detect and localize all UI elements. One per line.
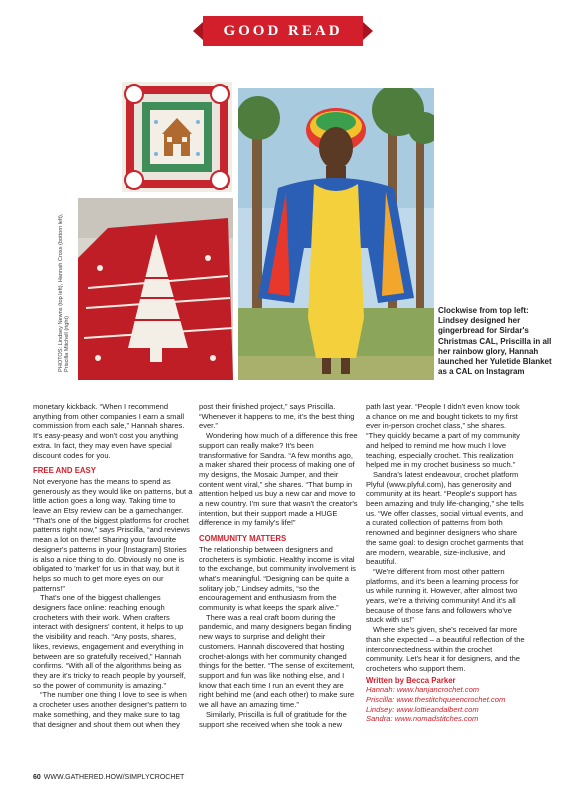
subheading-free-and-easy: FREE AND EASY <box>33 466 96 476</box>
paragraph: There was a real craft boom during the pandemic, and many designers began finding new ways to surprise and delight their customers. Hannah discovered that hosting crochet-alongs with her community changed things for the better. “The sense of excitement, support and fun was like nothing else, and I know that each time I run an event they are right behind me (and each other) to make sure we all have an amazing time.” <box>199 612 355 710</box>
page-footer <box>33 774 184 781</box>
subheading-community-matters: COMMUNITY MATTERS <box>199 534 287 544</box>
paragraph: The relationship between designers and crocheters is symbiotic. Healthy income is vital to the exchange, but community involvement is what's meaningful. “Designing can be quite a solitary job,” Lindsey admits, “so the encouragement and enthusiasm from the community is what keeps the spark alive.” <box>199 544 356 613</box>
section-title: GOOD READ <box>223 22 343 39</box>
paragraph: monetary kickback. “When I recommend anything from other companies I earn a small commission from each sale,” Hannah shares. It's easy-peasy and won't cost you anything extra. In fact, they may even have special discount codes for you. <box>33 402 185 460</box>
paragraph: Sandra's latest endeavour, crochet platform Plyful (www.plyful.com), has generosity and community at its heart. “People's support has been amazing and truly life-changing,” she tells us. “We offer classes, social virtual events, and a curated collection of patterns from both renowned and beginner designers who share the same goal: to design crochet garments that are modern, wearable, size-inclusive, and beautiful. <box>366 469 524 567</box>
photo-caption: Clockwise from top left: Lindsey designed her gingerbread for Sirdar's Christmas CAL, Priscilla in all her rainbow glory, Hannah launched her Yuletide Blanket as a CAL on Instagram <box>438 306 552 377</box>
section-banner <box>203 16 363 46</box>
paragraph: “The number one thing I love to see is when a crocheter uses another designer's pattern to make something, and they make sure to tag that designer and shout them out when they <box>33 690 187 729</box>
page-number: 60 <box>33 774 41 781</box>
paragraph: post their finished project,” says Priscilla. “Whenever it happens to me, it's the best thing ever.” <box>199 402 355 431</box>
photo-credit: PHOTOS: Lindsey Newns (top left), Hannah Cross (bottom left), Priscilla Mitchell (right) <box>58 213 70 372</box>
footer-site: WWW.GATHERED.HOW/SIMPLYCROCHET <box>43 774 185 781</box>
byline: Written by Becca Parker <box>366 675 456 685</box>
paragraph: Wondering how much of a difference this free support can really make? It's been transformative for Sandra. “A few months ago, a maker shared their process of making one of my designs, the Mosaic Jumper, and their content went viral,” she shares. “That bump in attention helped us buy a new car and move to a new country. I'm sure that wasn't the creator's intention, but their support made a HUGE difference in my family's life!” <box>199 431 358 528</box>
paragraph: Where she's given, she's received far more than she expected – a beautiful reflection of the interconnectedness within the crochet community. Let's hear it for designers, and the crocheters who support them. <box>366 625 525 673</box>
photo-yuletide-blanket <box>78 198 233 380</box>
website-link-hannah[interactable]: Hannah: www.hanjancrochet.com <box>366 685 480 695</box>
website-link-lindsey[interactable]: Lindsey: www.lottieandalbert.com <box>366 704 479 714</box>
website-link-priscilla[interactable]: Priscilla: www.thestitchqueencrochet.com <box>366 694 506 704</box>
paragraph: path last year. “People I didn't even know took a chance on me and bought tickets to my first ever in-person crochet class,” she shares. “They quickly became a part of my community and helped to remind me how much I love teaching, especially crochet. This realization helped me in my crochet business so much.” <box>366 402 520 470</box>
photo-rainbow-cardigan <box>238 88 434 380</box>
paragraph: That's one of the biggest challenges designers face online: reaching enough crocheters with their work. When crafters interact with designers' content, it helps to up the visibility and reach. “Any posts, shares, likes, reviews, engagement and everything in between are so gratefully received,” Hannah confirms. “With all of the algorithms being as they are it's tricky to reach people by yourself, so the power of community is amazing.” <box>33 593 186 690</box>
article-column-3 <box>366 402 526 724</box>
photo-gingerbread-blanket <box>122 82 232 192</box>
article-column-2 <box>199 402 359 729</box>
paragraph: Not everyone has the means to spend as generously as they would like on patterns, but a little action goes a long way. Taking time to leave an Etsy review can be a gamechanger. “That's one of the biggest platforms for crochet patterns right now,” says Priscilla, “and reviews mean a lot on there! Sharing your favourite designer's patterns in your [Instagram] Stories is also a nice thing to do. Obviously no one is obligated to 'market' for us in that way, but it helps so much to get more eyes on our patterns!” <box>33 476 193 593</box>
article-column-1 <box>33 402 193 729</box>
paragraph: “We're different from most other pattern platforms, and it's been a learning process for us while running it. However, after almost two years, we're a thriving community! And it's all because of those fans and followers who've stuck with us!” <box>366 566 519 625</box>
website-link-sandra[interactable]: Sandra: www.nomadstitches.com <box>366 714 479 724</box>
paragraph: Similarly, Priscilla is full of gratitude for the support she received when she took a new <box>199 709 347 729</box>
